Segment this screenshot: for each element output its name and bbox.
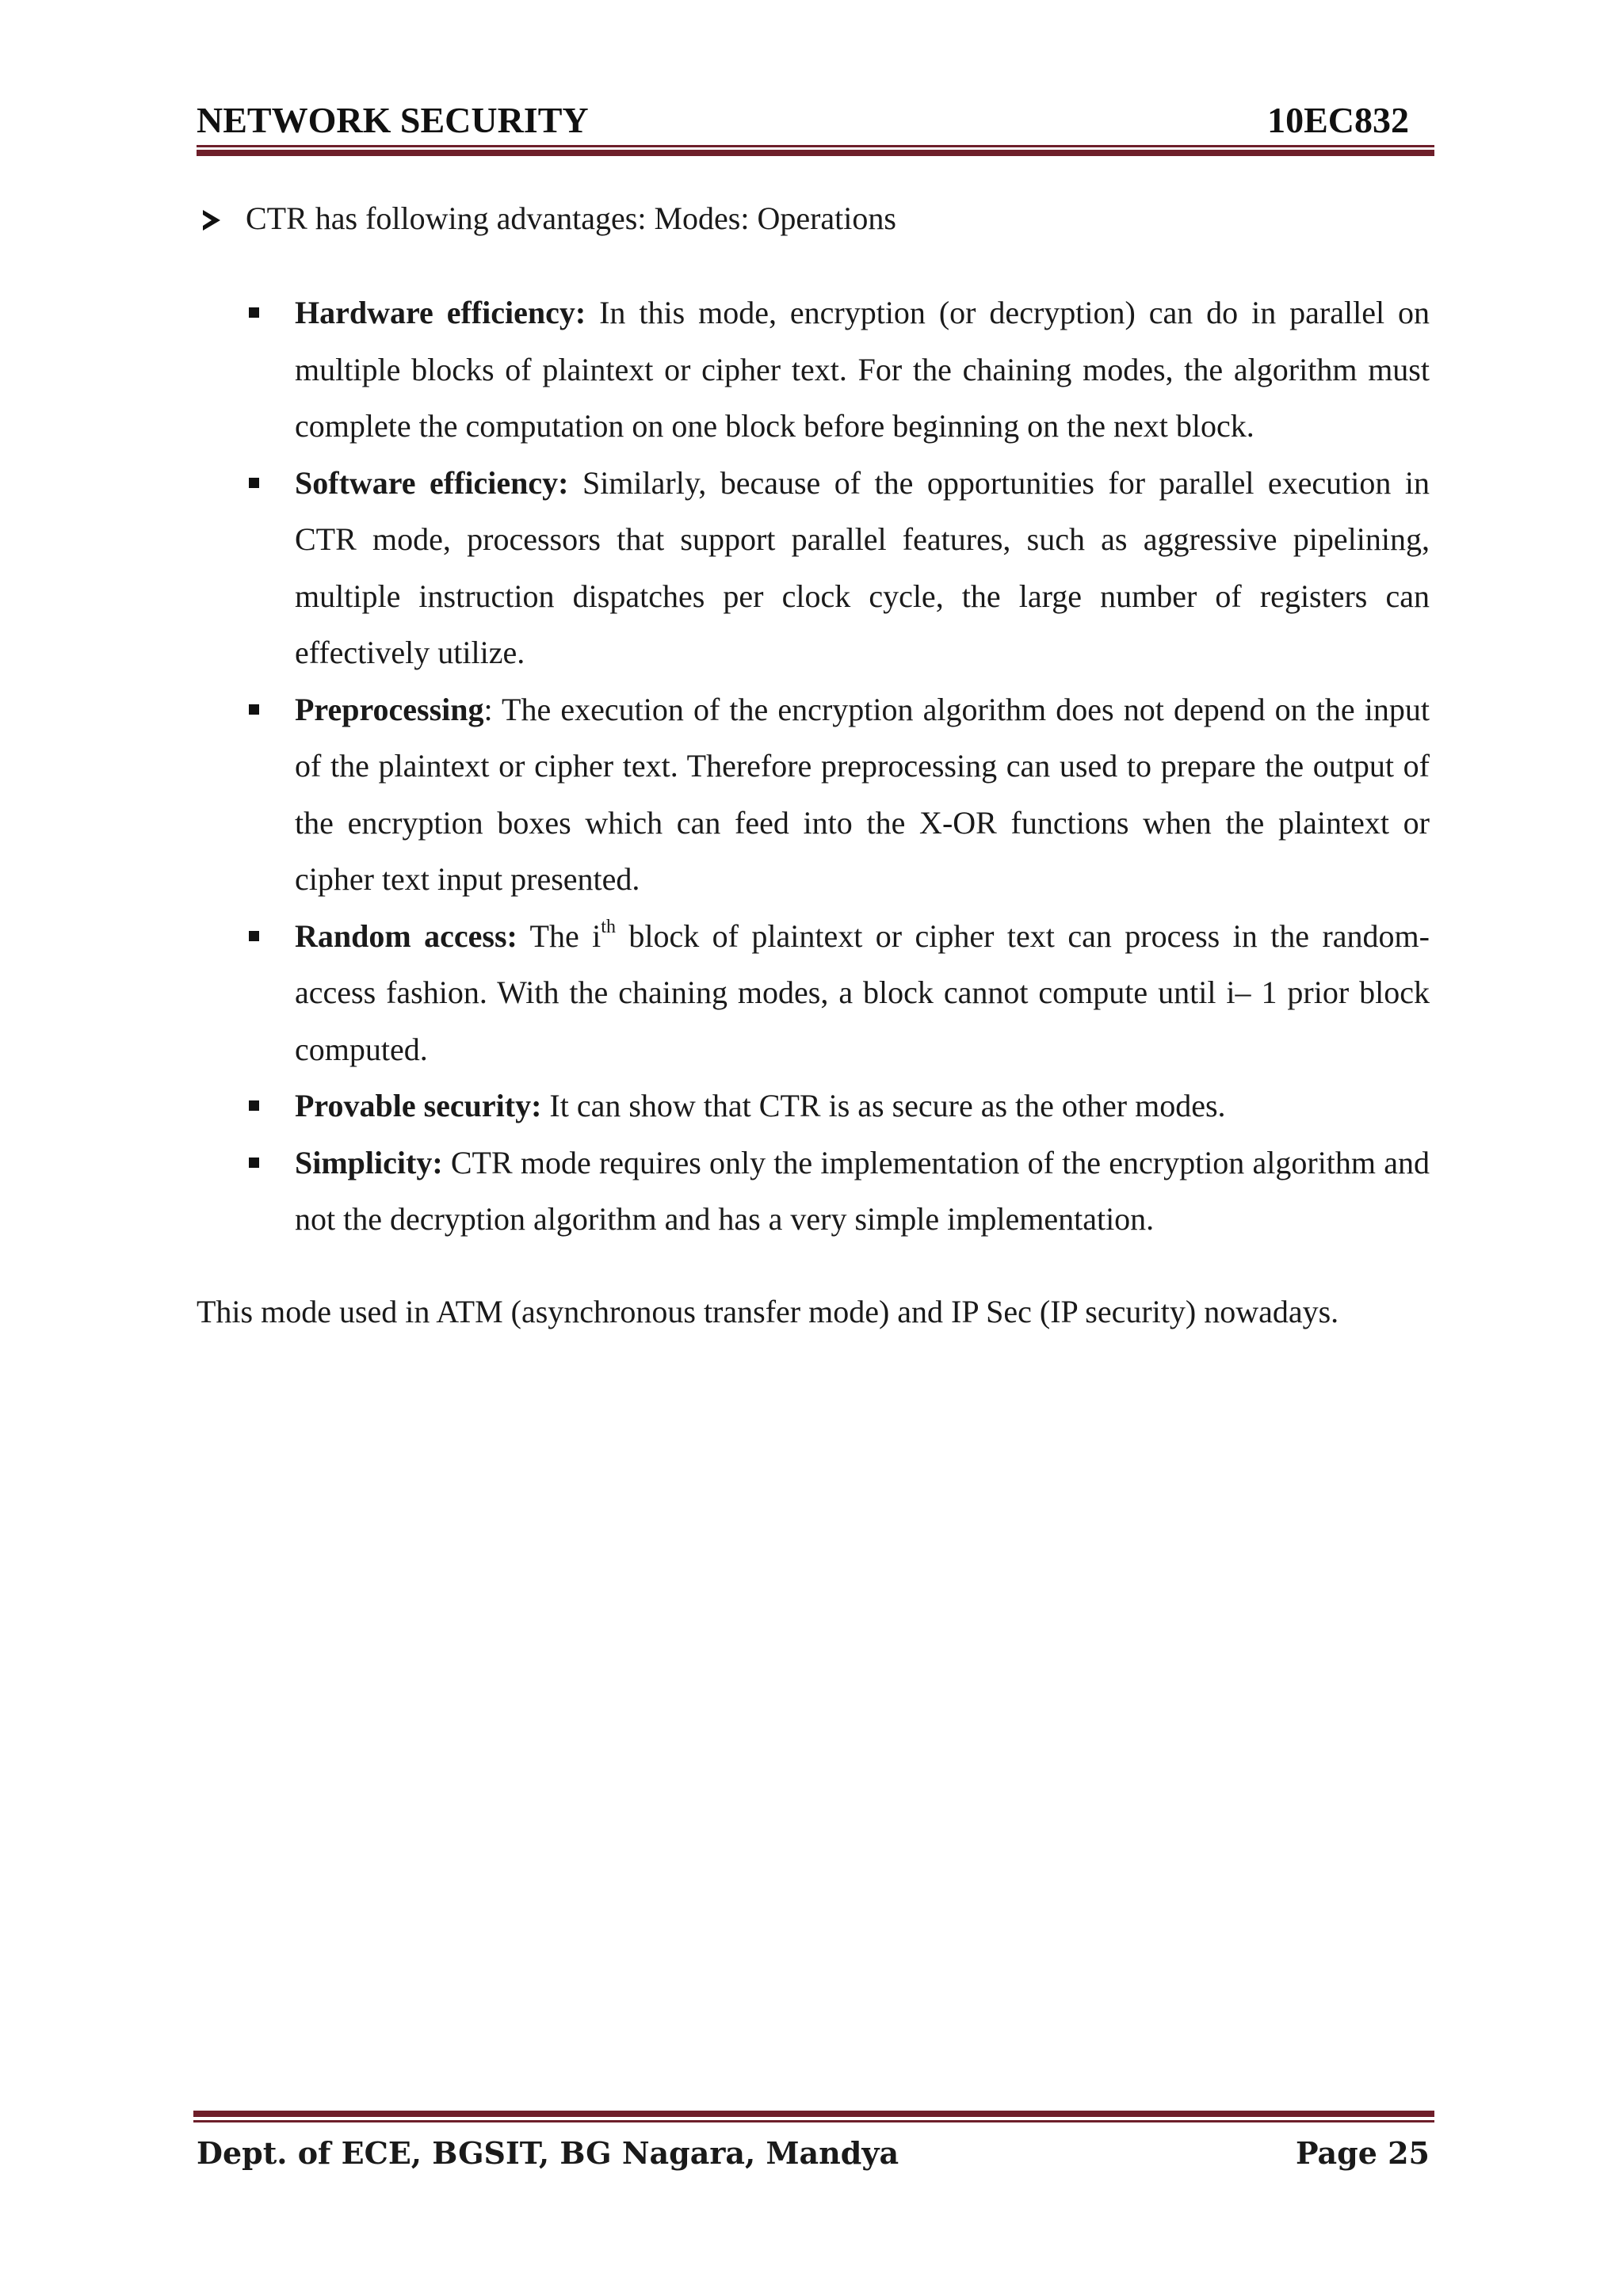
header-title: NETWORK SECURITY (197, 100, 589, 140)
course-code: 10EC832 (1267, 100, 1409, 140)
page-number: Page 25 (1295, 2135, 1430, 2171)
item-term: Preprocessing (295, 691, 484, 727)
item-term: Hardware efficiency: (295, 295, 586, 330)
footer-divider-thick (193, 2111, 1434, 2117)
department-label: Dept. of ECE, BGSIT, BG Nagara, Mandya (197, 2135, 899, 2171)
item-text-prefix: The i (517, 917, 601, 954)
item-text: In this mode, encryption (or decryption) can do in parallel on multiple blocks of plaintext or cipher text. For the chaining modes, the algorithm must complete the computation on one block before beginning on the next block. (295, 295, 1430, 444)
square-bullet-icon (249, 704, 259, 715)
list-item (197, 908, 1433, 1078)
advantages-list (197, 284, 1433, 1248)
list-item (197, 681, 1433, 908)
square-bullet-icon (249, 307, 259, 318)
list-item (197, 284, 1433, 455)
arrow-bullet-icon (203, 210, 220, 231)
intro-item (197, 194, 1433, 243)
item-text: : The execution of the encryption algorithm does not depend on the input of the plaintext or cipher text. Therefore preprocessing can used to prepare the output of the encryption boxes which can feed into the X-OR functions when the plaintext or cipher text input presented. (295, 691, 1430, 897)
footer-divider (193, 2120, 1434, 2122)
item-term: Random access: (295, 917, 517, 954)
page-header (197, 97, 1409, 144)
list-item (197, 1077, 1433, 1135)
square-bullet-icon (249, 931, 259, 941)
header-divider-thick (197, 150, 1434, 156)
header-divider (197, 145, 1434, 147)
square-bullet-icon (249, 478, 259, 488)
closing-paragraph: This mode used in ATM (asynchronous transfer mode) and IP Sec (IP security) nowadays. (197, 1293, 1339, 1329)
item-text: It can show that CTR is as secure as the other modes. (541, 1088, 1226, 1123)
item-term: Provable security: (295, 1088, 542, 1123)
item-term: Simplicity: (295, 1144, 443, 1180)
list-item (197, 1135, 1433, 1248)
page-body (197, 194, 1433, 1337)
superscript: th (601, 916, 616, 937)
list-item (197, 455, 1433, 681)
item-text: CTR mode requires only the implementation of the encryption algorithm and not the decryption algorithm and has a very simple implementation. (295, 1144, 1430, 1237)
item-text: Similarly, because of the opportunities for parallel execution in CTR mode, processors that support parallel features, such as aggressive pipelining, multiple instruction dispatches per clock cycle, the large number of registers can effectively utilize. (295, 464, 1430, 670)
square-bullet-icon (249, 1100, 259, 1111)
item-text: block of plaintext or cipher text can process in the random-access fashion. With the chaining modes, a block cannot compute until i– 1 prior block computed. (295, 917, 1430, 1067)
page-footer (197, 2131, 1433, 2176)
square-bullet-icon (249, 1158, 259, 1168)
intro-text: CTR has following advantages: Modes: Operations (246, 200, 896, 236)
item-term: Software efficiency: (295, 464, 569, 501)
